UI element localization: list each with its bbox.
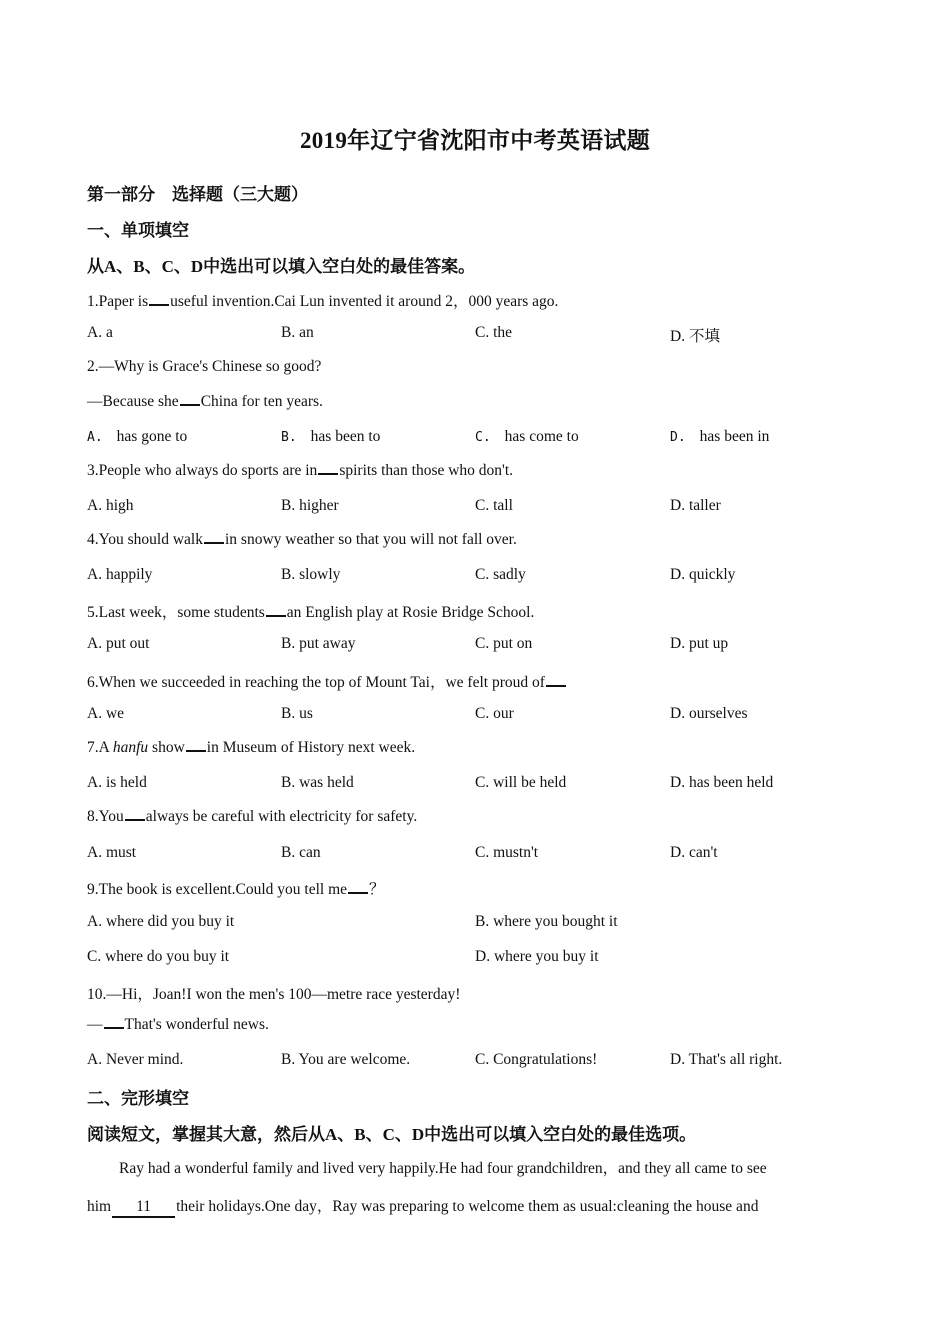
answer-blank — [104, 1026, 124, 1029]
q3-option-b: B. higher — [281, 497, 339, 514]
q6-option-c: C. our — [475, 705, 514, 722]
q10-option-b: B. You are welcome. — [281, 1051, 411, 1068]
question-5-stem — [87, 600, 534, 622]
stem-text: always be careful with electricity for safety. — [145, 808, 418, 825]
stem-text: show — [152, 739, 185, 756]
q6-option-a: A. we — [87, 705, 125, 722]
answer-blank — [546, 684, 566, 687]
q1-option-d: D. 不填 — [670, 328, 720, 345]
stem-text: — — [87, 1016, 103, 1033]
q5-option-a: A. put out — [87, 635, 150, 652]
stem-text: 4.You should walk — [87, 531, 203, 548]
q1-option-c: C. the — [475, 324, 513, 341]
question-10-stem: 10.—Hi，Joan!I won the men's 100—metre race yesterday! — [87, 986, 461, 1003]
passage-line-1: Ray had a wonderful family and lived very happily.He had four grandchildren，and they all came to see — [119, 1160, 767, 1177]
stem-text: 7.A — [87, 739, 109, 756]
stem-text: China for ten years. — [200, 393, 323, 410]
q9-option-a: A. where did you buy it — [87, 913, 235, 930]
stem-text: in snowy weather so that you will not fall over. — [225, 531, 517, 548]
question-10-stem-line2 — [87, 1016, 269, 1034]
question-8-stem — [87, 808, 417, 826]
q8-option-a: A. must — [87, 844, 137, 861]
option-letter: B. — [281, 430, 297, 445]
stem-italic-term: hanfu — [112, 739, 149, 756]
stem-text: an English play at Rosie Bridge School. — [286, 604, 535, 621]
question-6-stem — [87, 670, 567, 692]
answer-blank — [186, 749, 206, 752]
question-3-stem — [87, 462, 513, 480]
q10-option-c: C. Congratulations! — [475, 1051, 598, 1068]
stem-text: 9.The book is excellent.Could you tell me — [87, 881, 348, 898]
q2-option-b — [281, 428, 380, 446]
answer-blank — [204, 541, 224, 544]
q6-option-b: B. us — [281, 705, 313, 722]
q5-option-b: B. put away — [281, 635, 356, 652]
question-9-stem — [87, 877, 385, 899]
stem-text: ？ — [369, 881, 385, 898]
q2-option-d — [670, 428, 769, 446]
q10-option-d: D. That's all right. — [670, 1051, 783, 1068]
q9-option-c: C. where do you buy it — [87, 948, 230, 965]
q1-option-a: A. a — [87, 324, 113, 341]
option-text: has come to — [504, 428, 579, 445]
q8-option-d: D. can't — [670, 844, 718, 861]
page-title: 2019年辽宁省沈阳市中考英语试题 — [299, 128, 651, 153]
section1-instruction: 从A、B、C、D中选出可以填入空白处的最佳答案。 — [87, 257, 476, 276]
q2-option-c — [475, 428, 579, 446]
q2-option-a — [87, 428, 187, 446]
q6-option-d: D. ourselves — [670, 705, 748, 722]
part-heading: 第一部分 选择题（三大题） — [87, 185, 308, 204]
question-7-stem — [87, 739, 415, 757]
stem-text: That's wonderful news. — [124, 1016, 269, 1033]
stem-text: —Because she — [87, 393, 179, 410]
section2-heading: 二、完形填空 — [87, 1089, 189, 1108]
q3-option-c: C. tall — [475, 497, 513, 514]
answer-blank — [318, 472, 338, 475]
q9-option-b: B. where you bought it — [475, 913, 618, 930]
q1-option-b: B. an — [281, 324, 314, 341]
stem-text: in Museum of History next week. — [206, 739, 416, 756]
answer-blank — [180, 403, 200, 406]
stem-text: useful invention.Cai Lun invented it around 2，000 years ago. — [170, 293, 559, 310]
q10-option-a: A. Never mind. — [87, 1051, 184, 1068]
option-text: has gone to — [116, 428, 188, 445]
stem-text: 3.People who always do sports are in — [87, 462, 318, 479]
q4-option-a: A. happily — [87, 566, 153, 583]
q5-option-d: D. put up — [670, 635, 729, 652]
option-text: has been in — [699, 428, 770, 445]
q7-option-c: C. will be held — [475, 774, 567, 791]
passage-line-2 — [87, 1194, 758, 1218]
passage-text: him — [87, 1198, 112, 1215]
q3-option-d: D. taller — [670, 497, 721, 514]
section2-instruction: 阅读短文，掌握其大意，然后从A、B、C、D中选出可以填入空白处的最佳选项。 — [87, 1125, 697, 1144]
cloze-blank: 11 — [112, 1198, 175, 1218]
option-letter: D. — [670, 430, 686, 445]
section1-heading: 一、单项填空 — [87, 221, 189, 240]
stem-text: 6.When we succeeded in reaching the top of Mount Tai，we felt proud of — [87, 674, 545, 691]
q7-option-b: B. was held — [281, 774, 354, 791]
answer-blank — [125, 818, 145, 821]
question-4-stem — [87, 531, 517, 549]
stem-text: spirits than those who don't. — [339, 462, 514, 479]
answer-blank — [149, 303, 169, 306]
stem-text: 5.Last week，some students — [87, 604, 265, 621]
q7-option-a: A. is held — [87, 774, 147, 791]
q7-option-d: D. has been held — [670, 774, 774, 791]
q4-option-d: D. quickly — [670, 566, 736, 583]
stem-text: 1.Paper is — [87, 293, 149, 310]
passage-text: their holidays.One day，Ray was preparing to welcome them as usual:cleaning the house and — [176, 1198, 759, 1215]
option-letter: C. — [475, 430, 491, 445]
q4-option-c: C. sadly — [475, 566, 526, 583]
answer-blank — [348, 891, 368, 894]
q5-option-c: C. put on — [475, 635, 533, 652]
option-letter: A. — [87, 430, 103, 445]
question-2-stem-line2 — [87, 393, 323, 411]
q4-option-b: B. slowly — [281, 566, 341, 583]
q8-option-b: B. can — [281, 844, 321, 861]
answer-blank — [266, 614, 286, 617]
q9-option-d: D. where you buy it — [475, 948, 599, 965]
stem-text: 8.You — [87, 808, 124, 825]
option-text: has been to — [310, 428, 381, 445]
question-2-stem: 2.—Why is Grace's Chinese so good? — [87, 358, 322, 375]
question-1-stem — [87, 289, 558, 311]
q8-option-c: C. mustn't — [475, 844, 539, 861]
q3-option-a: A. high — [87, 497, 134, 514]
